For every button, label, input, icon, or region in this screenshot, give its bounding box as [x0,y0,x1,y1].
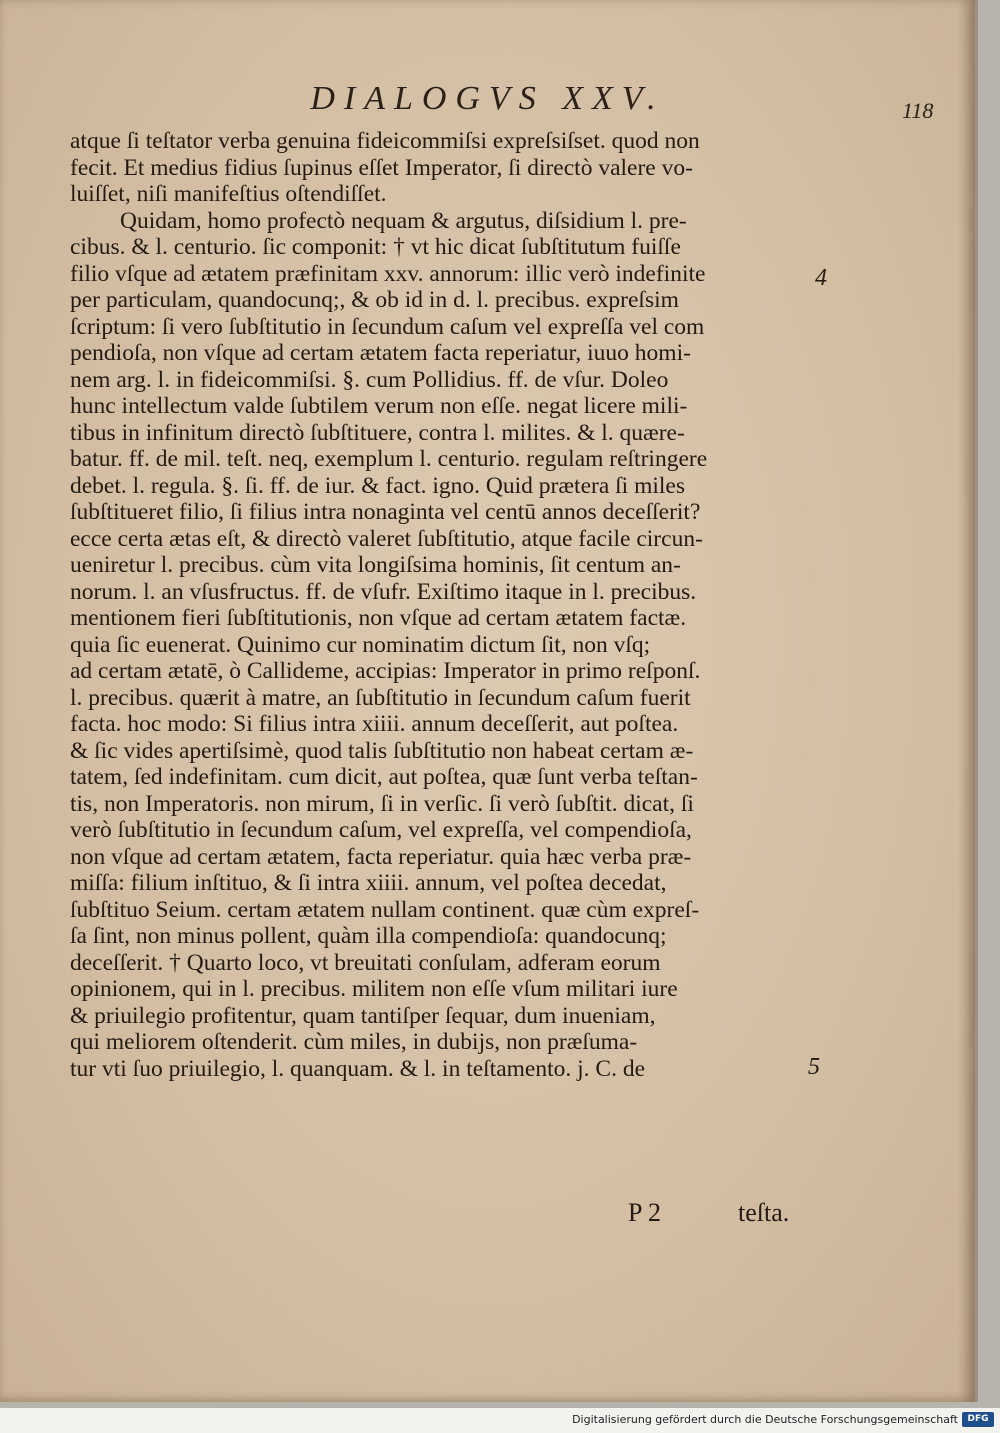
text-line: hunc intellectum valde ſubtilem verum non eſſe. negat licere mili- [70,393,688,419]
text-line: batur. ff. de mil. teſt. neq, exemplum l. centurio. regulam reſtringere [70,446,708,472]
funding-credit: Digitalisierung gefördert durch die Deutsche Forschungsgemeinschaft [572,1413,958,1426]
catchword: teſta. [738,1198,790,1227]
body-text [70,128,810,1082]
text-line: qui meliorem oſtenderit. cùm miles, in dubijs, non præſuma- [70,1029,638,1055]
text-line: tatem, ſed indefinitam. cum dicit, aut poſtea, quæ ſunt verba teſtan- [70,764,698,790]
text-line: filio vſque ad ætatem præfinitam xxv. annorum: illic verò indefinite [70,260,706,287]
text-line: per particulam, quandocunq;, & ob id in d. l. precibus. expreſsim [70,287,679,313]
text-line: verò ſubſtitutio in ſecundum caſum, vel expreſſa, vel compendioſa, [70,817,692,843]
text-line: tibus in infinitum directò ſubſtituere, contra l. milites. & l. quære- [70,419,685,446]
text-line: luiſſet, niſi manifeſtius oſtendiſſet. [70,181,387,207]
margin-note-5: 5 [808,1054,820,1080]
text-line: Quidam, homo profectò nequam & argutus, diſsidium l. pre- [120,207,687,234]
text-line: & priuilegio profitentur, quam tantiſper ſequar, dum inueniam, [70,1002,656,1029]
folio-number: 118 [902,98,934,123]
text-line: l. precibus. quærit à matre, an ſubſtitutio in ſecundum caſum fuerit [70,684,691,711]
text-line: atque ſi teſtator verba genuina fideicommiſsi expreſsiſset. quod non [70,128,700,154]
text-line: ſubſtitueret filio, ſi filius intra nonaginta vel centū annos deceſſerit? [70,499,701,525]
text-line: facta. hoc modo: Si filius intra xiiii. annum deceſſerit, aut poſtea. [70,711,679,737]
text-line: quia ſic euenerat. Quinimo cur nominatim dictum ſit, non vſq; [70,631,651,658]
dfg-logo: DFG [962,1412,994,1427]
running-head: DIALOGVS XXV. [310,80,665,117]
text-line: norum. l. an vſusfructus. ff. de vſufr. Exiſtimo itaque in l. precibus. [70,578,697,605]
text-line: miſſa: filium inſtituo, & ſi intra xiiii. annum, vel poſtea decedat, [70,870,667,896]
text-line: & ſic vides apertiſsimè, quod talis ſubſtitutio non habeat certam æ- [70,737,694,764]
footer-bar [0,1408,1000,1433]
text-line: cibus. & l. centurio. ſic componit: † vt hic dicat ſubſtitutum fuiſſe [70,234,681,260]
text-line: debet. l. regula. §. ſi. ff. de iur. & fact. igno. Quid prætera ſi miles [70,472,685,499]
text-line: ad certam ætatē, ò Callideme, accipias: Imperator in primo reſponſ. [70,658,701,684]
text-line: ſubſtituo Seium. certam ætatem nullam continent. quæ cùm expreſ- [70,896,700,923]
margin-note-4: 4 [815,265,827,291]
text-line: ſcriptum: ſi vero ſubſtitutio in ſecundum caſum vel expreſſa vel com [70,313,705,340]
text-line: tur vti ſuo priuilegio, l. quanquam. & l. in teſtamento. j. C. de [70,1055,646,1082]
text-line: deceſſerit. † Quarto loco, vt breuitati conſulam, adferam eorum [70,949,661,976]
page-edge-shadow [958,0,978,1402]
text-line: mentionem fieri ſubſtitutionis, non vſque ad certam ætatem factæ. [70,605,687,631]
text-line: pendioſa, non vſque ad certam ætatem facta reperiatur, iuuo homi- [70,340,691,366]
text-line: tis, non Imperatoris. non mirum, ſi in verſic. ſi verò ſubſtit. dicat, ſi [70,790,694,817]
signature-mark: P 2 [628,1198,661,1227]
text-line: ueniretur l. precibus. cùm vita longiſsima hominis, ſit centum an- [70,552,681,578]
text-line: non vſque ad certam ætatem, facta reperiatur. quia hæc verba præ- [70,843,692,870]
text-line: ſa ſint, non minus pollent, quàm illa compendioſa: quandocunq; [70,923,667,949]
text-line: fecit. Et medius fidius ſupinus eſſet Imperator, ſi directò valere vo- [70,154,693,181]
text-line: nem arg. l. in fideicommiſsi. §. cum Pollidius. ff. de vſur. Doleo [70,366,669,393]
text-line: opinionem, qui in l. precibus. militem non eſſe vſum militari iure [70,976,678,1002]
text-line: ecce certa ætas eſt, & directò valeret ſubſtitutio, atque facile circun- [70,525,703,552]
